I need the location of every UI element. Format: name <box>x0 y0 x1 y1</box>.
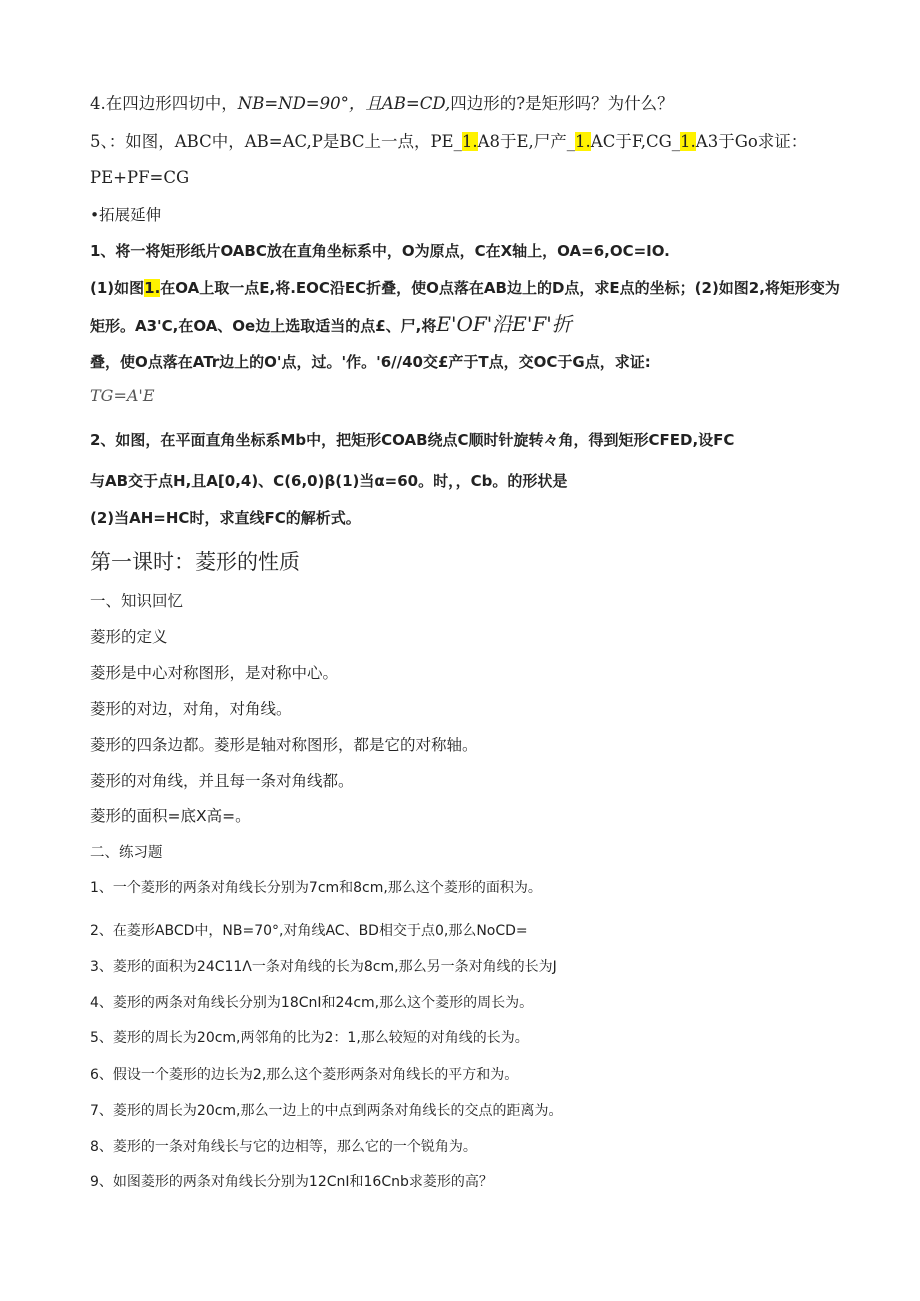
knowledge-title: 一、知识回忆 <box>90 592 184 610</box>
ext1-line4: 叠，使O点落在ATr边上的O'点，过。'作。'6//40交£产于T点，交OC于G点，求证: <box>90 353 651 371</box>
practice-title: 二、练习题 <box>90 845 163 861</box>
ext1-line3 <box>90 314 572 336</box>
ext2-line2: 与AB交于点H,且A[0,4)、C(6,0)β(1)当α=60。时，，Cb。的形状是 <box>90 472 568 490</box>
q4-condition: NB=ND=90°，且AB=CD, <box>237 94 451 113</box>
ext1-line3-a: 矩形。A3'C,在OA、Oe边上选取适当的点£、尸,将 <box>90 317 437 335</box>
ext1-line5: TG=A'E <box>90 386 155 405</box>
ext1-line3-b: E'OF'沿E'F'折 <box>436 312 572 336</box>
knowledge-item: 菱形的对角线，并且每一条对角线都。 <box>90 772 354 790</box>
ext1-line2 <box>90 278 840 298</box>
ext2-line1: 2、如图，在平面直角坐标系Mb中，把矩形COAB绕点C顺时针旋转々角，得到矩形CFED,设FC <box>90 431 735 449</box>
q4-text: 在四边形四切中， <box>105 94 238 113</box>
q5-conclusion: PE+PF=CG <box>90 168 190 187</box>
q5-part-b: A8于E,尸产_ <box>477 132 576 151</box>
ext2-line3: (2)当AH=HC时，求直线FC的解析式。 <box>90 509 361 527</box>
exercise-item: 3、菱形的面积为24C11Λ一条对角线的长为8cm,那么另一条对角线的长为J <box>90 959 557 975</box>
question-5 <box>90 132 807 152</box>
question-4 <box>90 94 674 114</box>
knowledge-item: 菱形的四条边都。菱形是轴对称图形，都是它的对称轴。 <box>90 736 478 754</box>
ext1-line2-a: (1)如图 <box>90 279 145 297</box>
q5-highlight-1: 1. <box>461 132 478 151</box>
exercise-item: 8、菱形的一条对角线长与它的边相等，那么它的一个锐角为。 <box>90 1139 477 1155</box>
exercise-item: 6、假设一个菱形的边长为2,那么这个菱形两条对角线长的平方和为。 <box>90 1067 519 1083</box>
ext1-line1: 1、将一将矩形纸片OABC放在直角坐标系中，O为原点，C在X轴上，OA=6,OC=IO. <box>90 242 670 260</box>
exercise-item: 9、如图菱形的两条对角线长分别为12CnI和16Cnb求菱形的高？ <box>90 1174 493 1190</box>
q4-rest: 四边形的?是矩形吗？为什么？ <box>450 94 674 113</box>
q5-part-c: AC于F,CG_ <box>590 132 681 151</box>
exercise-item: 1、一个菱形的两条对角线长分别为7cm和8cm,那么这个菱形的面积为。 <box>90 880 542 896</box>
knowledge-item: 菱形的定义 <box>90 628 168 646</box>
q4-number: 4. <box>90 94 106 113</box>
exercise-item: 4、菱形的两条对角线长分别为18CnI和24cm,那么这个菱形的周长为。 <box>90 995 534 1011</box>
q5-part-a: 5、：如图，ABC中，AB=AC,P是BC上一点，PE_ <box>90 132 462 151</box>
q5-part-d: A3于Go求证： <box>695 132 808 151</box>
knowledge-item: 菱形的对边，对角，对角线。 <box>90 700 292 718</box>
knowledge-item: 菱形是中心对称图形，是对称中心。 <box>90 664 339 682</box>
exercise-item: 5、菱形的周长为20cm,两邻角的比为2：1,那么较短的对角线的长为。 <box>90 1030 529 1046</box>
exercise-item: 7、菱形的周长为20cm,那么一边上的中点到两条对角线长的交点的距离为。 <box>90 1103 563 1119</box>
ext1-line2-b: 在OA上取一点E,将.EOC沿EC折叠，使O点落在AB边上的D点，求E点的坐标；(2)如图2,将矩形变为 <box>160 279 840 297</box>
lesson-title: 第一课时：菱形的性质 <box>90 550 300 574</box>
q5-highlight-2: 1. <box>575 132 591 151</box>
exercise-item: 2、在菱形ABCD中，NB=70°,对角线AC、BD相交于点0,那么NoCD= <box>90 923 528 939</box>
q5-highlight-3: 1. <box>680 132 696 151</box>
knowledge-item: 菱形的面积=底X高=。 <box>90 807 251 825</box>
extension-title: •拓展延伸 <box>90 206 162 224</box>
ext1-highlight: 1. <box>144 279 161 297</box>
